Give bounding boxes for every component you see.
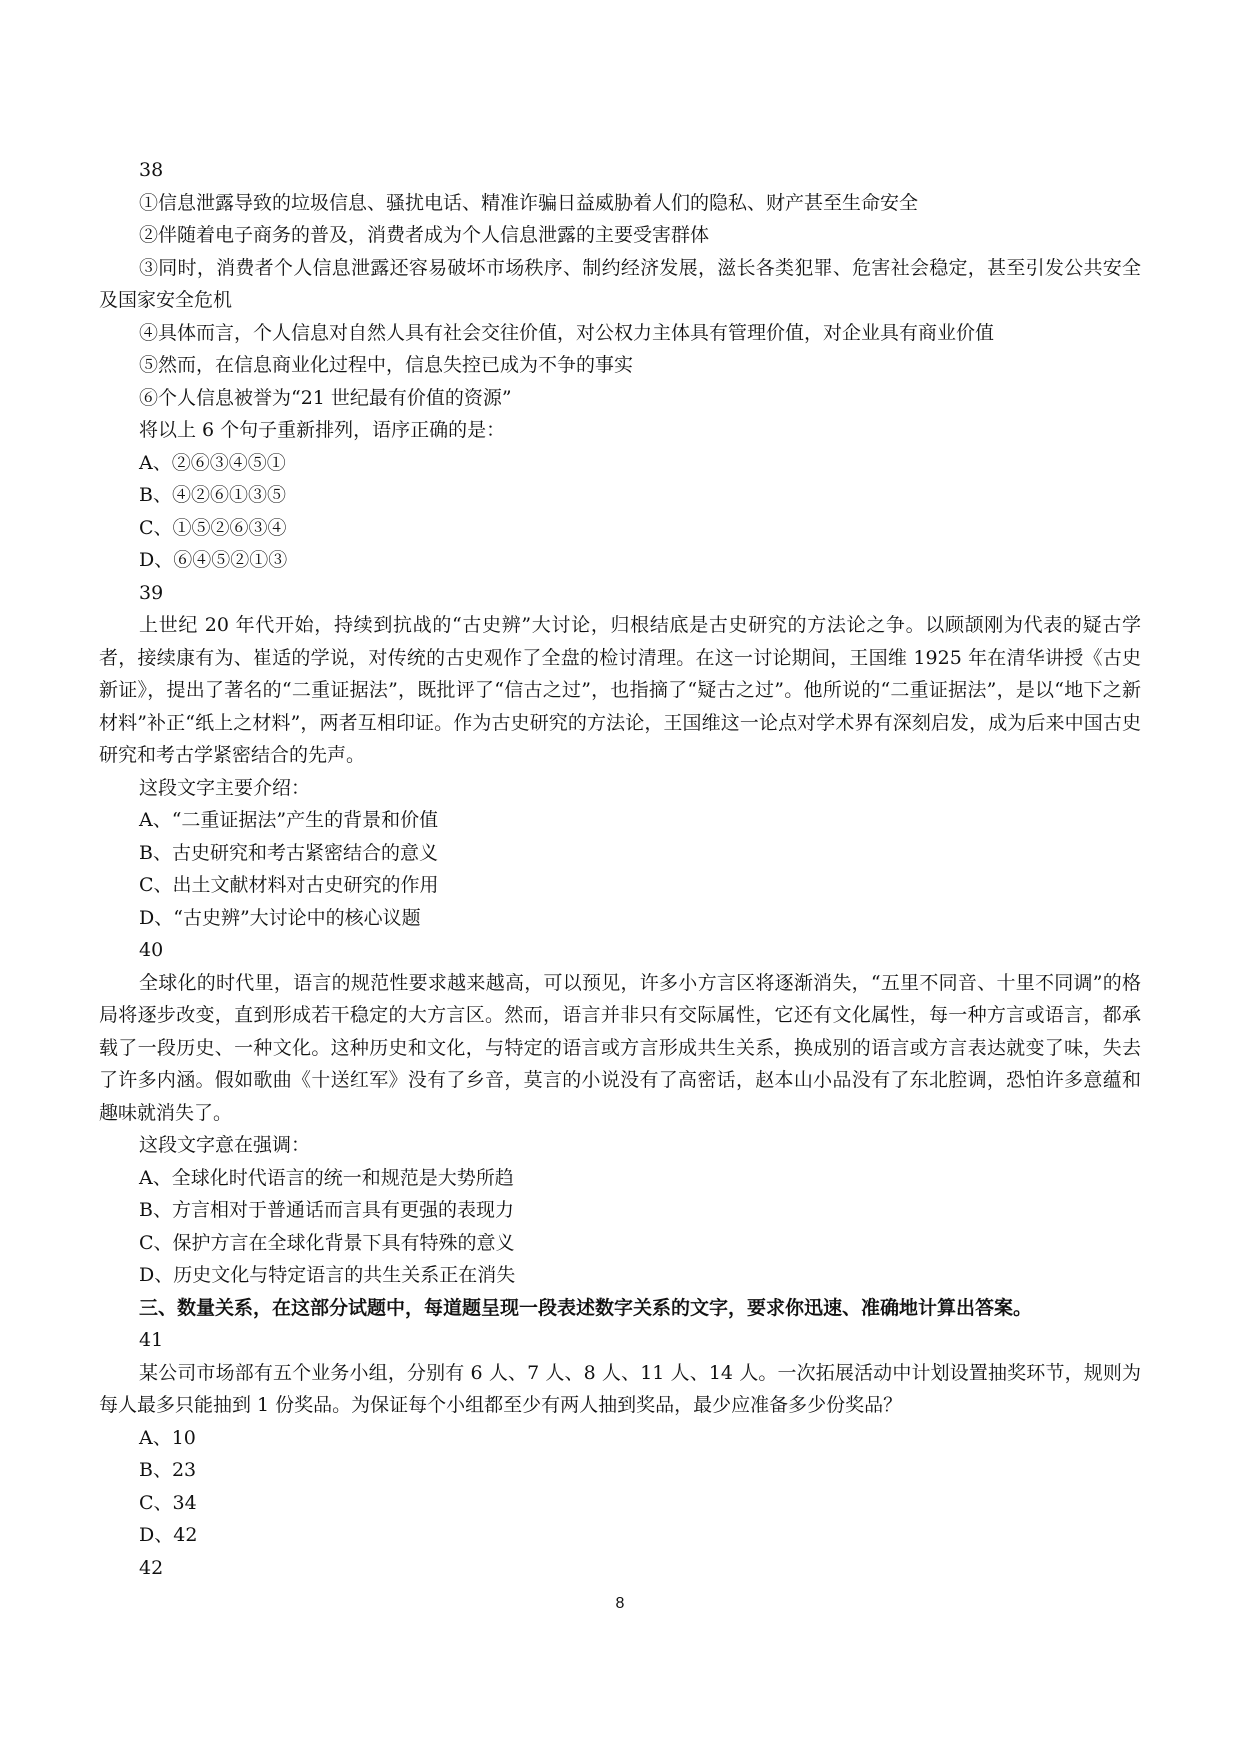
passage: 全球化的时代里，语言的规范性要求越来越高，可以预见，许多小方言区将逐渐消失，“五里不同音、十里不同调”的格局将逐步改变，直到形成若干稳定的大方言区。然而，语言并非只有交际属性，它还有文化属性，每一种方言或语言，都承载了一段历史、一种文化。这种历史和文化，与特定的语言或方言形成共生关系，换成别的语言或方言表达就变了味，失去了许多内涵。假如歌曲《十送红军》没有了乡音，莫言的小说没有了高密话，赵本山小品没有了东北腔调，恐怕许多意蕴和趣味就消失了。 (99, 971, 1141, 1124)
passage: 某公司市场部有五个业务小组，分别有 6 人、7 人、8 人、11 人、14 人。一次拓展活动中计划设置抽奖环节，规则为每人最多只能抽到 1 份奖品。为保证每个小组都至少有两人抽到奖品，最少应准备多少份奖品？ (99, 1361, 1141, 1416)
document-body (99, 154, 1141, 1584)
question-number: 42 (139, 1556, 164, 1579)
option-d: D、42 (139, 1524, 198, 1546)
section-heading: 三、数量关系，在这部分试题中，每道题呈现一段表述数字关系的文字，要求你迅速、准确地计算出答案。 (139, 1296, 1033, 1319)
option-c: C、①⑤②⑥③④ (139, 516, 287, 539)
question-42 (99, 1552, 1141, 1585)
sentence-1: ①信息泄露导致的垃圾信息、骚扰电话、精准诈骗日益威胁着人们的隐私、财产甚至生命安全 (139, 191, 919, 214)
question-39 (99, 577, 1141, 935)
question-number: 38 (139, 159, 164, 181)
option-d: D、历史文化与特定语言的共生关系正在消失 (139, 1264, 516, 1286)
option-a: A、10 (139, 1426, 196, 1449)
option-b: B、23 (139, 1459, 197, 1481)
option-d: D、⑥④⑤②①③ (139, 549, 288, 571)
option-c: C、34 (139, 1491, 197, 1514)
option-b: B、古史研究和考古紧密结合的意义 (139, 841, 438, 864)
option-b: B、④②⑥①③⑤ (139, 484, 286, 506)
question-number: 39 (139, 581, 164, 604)
option-a: A、②⑥③④⑤① (139, 451, 286, 474)
question-prompt: 这段文字主要介绍： (139, 776, 311, 799)
sentence-4: ④具体而言，个人信息对自然人具有社会交往价值，对公权力主体具有管理价值，对企业具有商业价值 (139, 321, 995, 344)
sentence-5: ⑤然而，在信息商业化过程中，信息失控已成为不争的事实 (139, 354, 634, 376)
sentence-6: ⑥个人信息被誉为“21 世纪最有价值的资源” (139, 386, 512, 409)
passage: 上世纪 20 年代开始，持续到抗战的“古史辨”大讨论，归根结底是古史研究的方法论之争。以顾颉刚为代表的疑古学者，接续康有为、崔适的学说，对传统的古史观作了全盘的检讨清理。在这一讨论期间，王国维 1925 年在清华讲授《古史新证》，提出了著名的“二重证据法”，既批评了“信古之过”，也指摘了“疑古之过”。他所说的“二重证据法”，是以“地下之新材料”补正“纸上之材料”，两者互相印证。作为古史研究的方法论，王国维这一论点对学术界有深刻启发，成为后来中国古史研究和考古学紧密结合的先声。 (99, 614, 1141, 766)
question-40 (99, 934, 1141, 1292)
option-c: C、保护方言在全球化背景下具有特殊的意义 (139, 1231, 515, 1254)
sentence-2: ②伴随着电子商务的普及，消费者成为个人信息泄露的主要受害群体 (139, 224, 710, 246)
question-number: 40 (139, 939, 164, 961)
option-d: D、“古史辨”大讨论中的核心议题 (139, 906, 421, 929)
question-prompt: 这段文字意在强调： (139, 1134, 311, 1156)
option-b: B、方言相对于普通话而言具有更强的表现力 (139, 1199, 514, 1221)
question-41 (99, 1324, 1141, 1552)
question-number: 41 (139, 1329, 164, 1351)
page-number: 8 (615, 1595, 625, 1612)
question-38 (99, 154, 1141, 577)
option-c: C、出土文献材料对古史研究的作用 (139, 874, 439, 896)
question-prompt: 将以上 6 个句子重新排列，语序正确的是： (139, 419, 506, 441)
option-a: A、“二重证据法”产生的背景和价值 (139, 809, 439, 831)
option-a: A、全球化时代语言的统一和规范是大势所趋 (139, 1166, 514, 1189)
sentence-3: ③同时，消费者个人信息泄露还容易破坏市场秩序、制约经济发展，滋长各类犯罪、危害社会稳定，甚至引发公共安全及国家安全危机 (99, 256, 1141, 311)
